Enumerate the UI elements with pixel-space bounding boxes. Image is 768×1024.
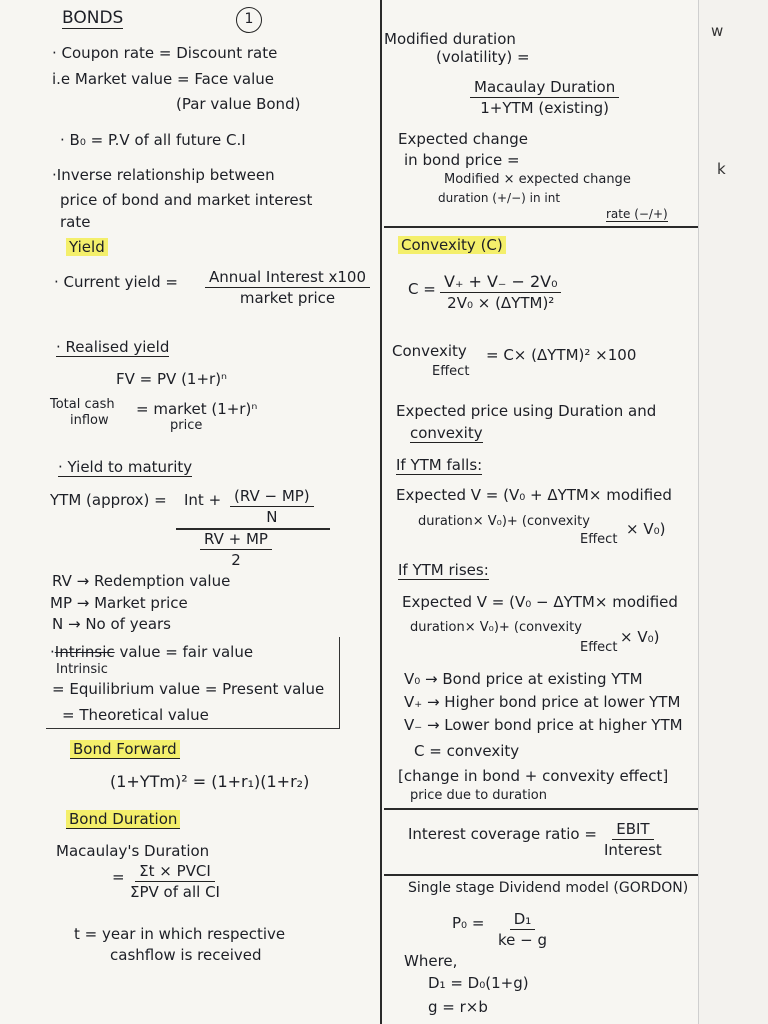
- intrinsic-line-1: [50, 643, 253, 661]
- adjacent-page-edge: [698, 0, 768, 1024]
- macaulay-denominator: ΣPV of all CI: [130, 883, 220, 901]
- falls-formula-2: duration× V₀)+ (convexity: [418, 514, 590, 529]
- page-number: 1: [236, 7, 262, 33]
- modified-duration-label: Modified duration: [384, 30, 516, 48]
- vplus-definition: V₊ → Higher bond price at lower YTM: [404, 693, 681, 711]
- macaulay-fraction: [130, 862, 220, 901]
- ytm-denominator-numerator: RV + MP: [200, 530, 272, 550]
- icr-denominator: Interest: [604, 841, 662, 859]
- section-divider-3: [384, 874, 698, 876]
- expected-change-3: Modified × expected change: [444, 172, 631, 187]
- convexity-effect-label-2: Effect: [432, 364, 470, 379]
- ytm-rises-heading: If YTM rises:: [398, 561, 489, 579]
- p0-label: P₀ =: [452, 914, 485, 932]
- g-formula: g = r×b: [428, 998, 488, 1016]
- current-yield-numerator: Annual Interest x100: [205, 268, 370, 288]
- gordon-numerator: D₁: [510, 910, 536, 930]
- ytm-denominator-fraction: [200, 530, 272, 569]
- ytm-label: YTM (approx) =: [50, 491, 167, 509]
- section-divider-2: [384, 808, 698, 810]
- section-divider-1: [384, 226, 698, 228]
- rises-formula-4: × V₀): [620, 628, 660, 646]
- fv-formula: FV = PV (1+r)ⁿ: [116, 370, 228, 388]
- icr-label: Interest coverage ratio =: [408, 825, 597, 843]
- t-definition-2: cashflow is received: [110, 946, 262, 964]
- modified-duration-fraction: [470, 78, 619, 117]
- par-value-line: (Par value Bond): [176, 95, 301, 113]
- ytm-inner-fraction: [230, 487, 314, 526]
- realised-yield-heading: · Realised yield: [56, 338, 170, 356]
- edge-letter-w: w: [711, 22, 724, 40]
- where-label: Where,: [404, 952, 458, 970]
- expected-change-2: in bond price =: [404, 151, 520, 169]
- bracket-line-1: [change in bond + convexity effect]: [398, 767, 669, 785]
- gordon-heading: Single stage Dividend model (GORDON): [408, 880, 689, 896]
- b0-line: · B₀ = P.V of all future C.I: [60, 131, 246, 149]
- icr-fraction: [604, 820, 662, 859]
- convexity-denominator: 2V₀ × (ΔYTM)²: [447, 294, 555, 312]
- falls-formula-1: Expected V = (V₀ + ΔYTM× modified: [396, 486, 672, 504]
- ytm-int: Int +: [184, 491, 222, 509]
- convexity-definition: C = convexity: [414, 742, 520, 760]
- total-cash-label-2: inflow: [70, 413, 109, 428]
- bond-duration-heading: Bond Duration: [66, 810, 180, 829]
- intrinsic-bullet: ·: [50, 643, 55, 661]
- bracket-line-2: price due to duration: [410, 788, 547, 803]
- yield-heading: Yield: [66, 238, 108, 256]
- page-title: BONDS: [62, 8, 124, 28]
- modified-duration-numerator: Macaulay Duration: [470, 78, 619, 98]
- intrinsic-line-2: Intrinsic: [56, 662, 108, 677]
- vminus-definition: V₋ → Lower bond price at higher YTM: [404, 716, 683, 734]
- modified-duration-denominator: 1+YTM (existing): [480, 99, 609, 117]
- expected-change-5: rate (−/+): [606, 207, 668, 221]
- expected-price-line-2: convexity: [410, 424, 483, 442]
- expected-change-1: Expected change: [398, 130, 528, 148]
- bond-forward-heading: Bond Forward: [70, 740, 180, 759]
- macaulay-label: Macaulay's Duration: [56, 842, 210, 860]
- coupon-rate-line: · Coupon rate = Discount rate: [52, 44, 278, 62]
- current-yield-label: · Current yield =: [54, 273, 178, 291]
- intrinsic-line-3: = Equilibrium value = Present value: [52, 680, 325, 698]
- falls-formula-3: Effect: [580, 532, 618, 547]
- ytm-inner-denominator: N: [266, 508, 278, 526]
- intrinsic-line-4: = Theoretical value: [62, 706, 209, 724]
- rises-formula-1: Expected V = (V₀ − ΔYTM× modified: [402, 593, 678, 611]
- rises-formula-2: duration× V₀)+ (convexity: [410, 620, 582, 635]
- convexity-effect-label-1: Convexity: [392, 342, 467, 360]
- current-yield-denominator: market price: [239, 289, 336, 307]
- ytm-inner-numerator: (RV − MP): [230, 487, 314, 507]
- expected-change-4: duration (+/−) in int: [438, 191, 561, 205]
- macaulay-numerator: Σt × PVCI: [135, 862, 215, 882]
- convexity-numerator: V₊ + V₋ − 2V₀: [440, 272, 561, 293]
- v0-definition: V₀ → Bond price at existing YTM: [404, 670, 643, 688]
- convexity-effect-formula: = C× (ΔYTM)² ×100: [486, 346, 637, 364]
- gordon-denominator: ke − g: [498, 931, 548, 949]
- edge-letter-k: k: [717, 160, 726, 178]
- convexity-fraction: [440, 272, 561, 312]
- convexity-heading: Convexity (C): [398, 236, 506, 254]
- expected-price-line-1: Expected price using Duration and: [396, 402, 657, 420]
- inverse-line-2: price of bond and market interest: [60, 191, 313, 209]
- ytm-heading: · Yield to maturity: [58, 458, 193, 476]
- d1-formula: D₁ = D₀(1+g): [428, 974, 529, 992]
- convexity-c-label: C =: [408, 280, 436, 298]
- falls-formula-4: × V₀): [626, 520, 666, 538]
- market-value-line: i.e Market value = Face value: [52, 70, 274, 88]
- rises-formula-3: Effect: [580, 640, 618, 655]
- rv-definition: RV → Redemption value: [52, 572, 231, 590]
- total-cash-price: price: [170, 418, 203, 433]
- intrinsic-struck: Intrinsic: [54, 643, 115, 661]
- column-divider: [380, 0, 382, 1024]
- bond-forward-formula: (1+YTm)² = (1+r₁)(1+r₂): [110, 772, 310, 791]
- total-cash-formula: = market (1+r)ⁿ: [136, 400, 258, 418]
- icr-numerator: EBIT: [612, 820, 653, 840]
- volatility-label: (volatility) =: [436, 48, 530, 66]
- total-cash-label-1: Total cash: [50, 397, 115, 412]
- current-yield-fraction: [205, 268, 370, 307]
- mp-definition: MP → Market price: [50, 594, 188, 612]
- inverse-line-3: rate: [60, 213, 91, 231]
- ytm-denominator-denominator: 2: [231, 551, 241, 569]
- t-definition-1: t = year in which respective: [74, 925, 286, 943]
- macaulay-equals: =: [112, 868, 125, 886]
- gordon-fraction: [498, 910, 547, 949]
- intrinsic-fair: value = fair value: [119, 643, 254, 661]
- ytm-falls-heading: If YTM falls:: [396, 456, 483, 474]
- n-definition: N → No of years: [52, 615, 171, 633]
- inverse-line-1: ·Inverse relationship between: [52, 166, 275, 184]
